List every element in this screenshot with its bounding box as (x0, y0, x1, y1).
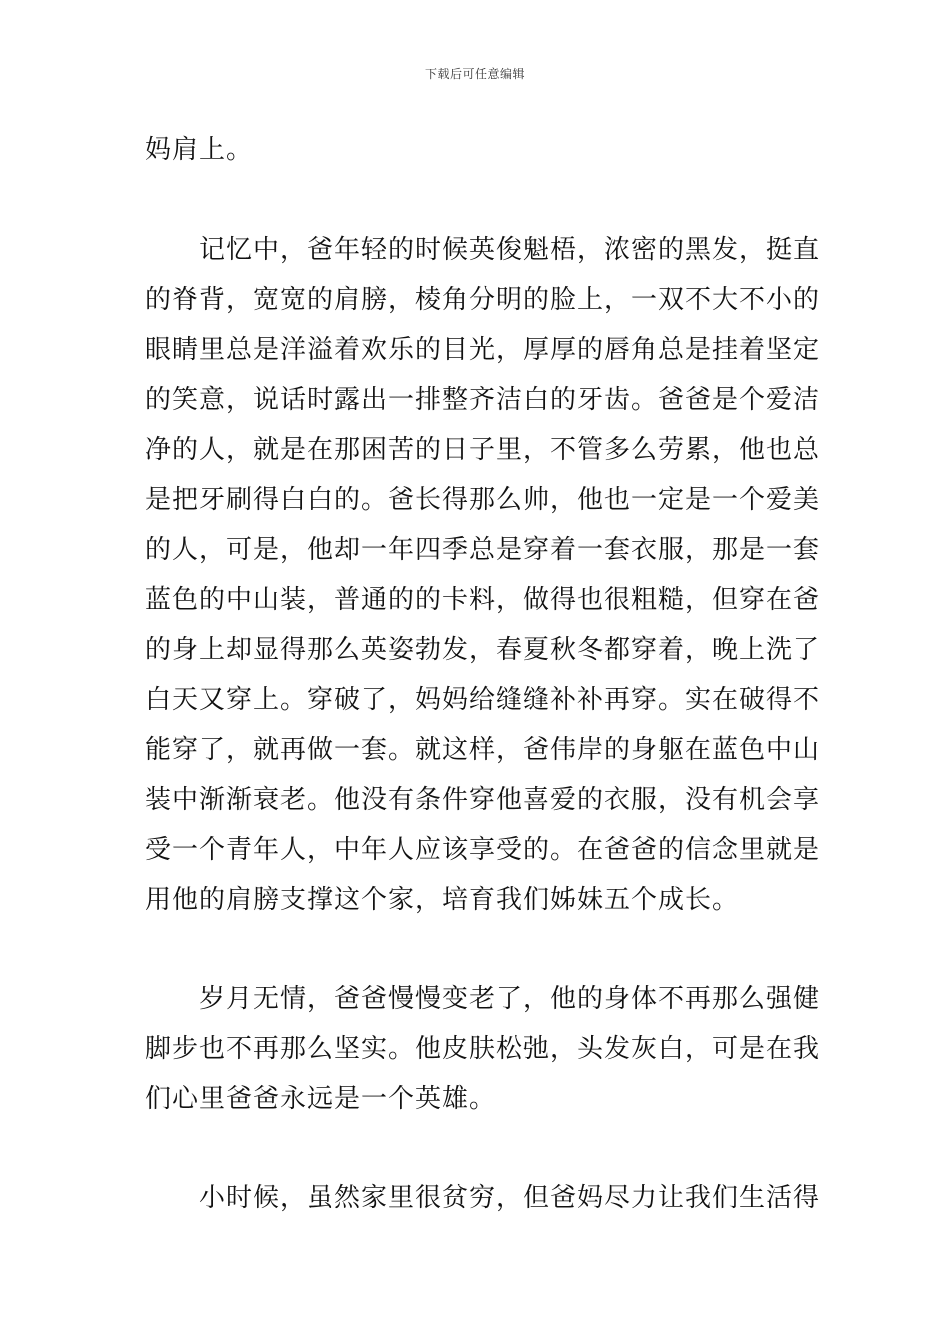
paragraph-2-line-2: 的脊背，宽宽的肩膀，棱角分明的脸上，一双不大不小的 (145, 285, 821, 315)
paragraph-2-line-13: 受一个青年人，中年人应该享受的。在爸爸的信念里就是 (145, 835, 821, 865)
paragraph-2-line-9: 的身上却显得那么英姿勃发，春夏秋冬都穿着，晚上洗了 (145, 635, 821, 665)
paragraph-3-line-3: 们心里爸爸永远是一个英雄。 (145, 1084, 497, 1114)
paragraph-2-line-14: 用他的肩膀支撑这个家，培育我们姊妹五个成长。 (145, 885, 740, 915)
paragraph-1-line-1: 妈肩上。 (145, 135, 254, 165)
paragraph-3-line-2: 脚步也不再那么坚实。他皮肤松弛，头发灰白，可是在我 (145, 1034, 821, 1064)
paragraph-2-line-7: 的人，可是，他却一年四季总是穿着一套衣服，那是一套 (145, 535, 821, 565)
paragraph-3-line-1: 岁月无情，爸爸慢慢变老了，他的身体不再那么强健 (199, 984, 821, 1014)
paragraph-2-line-5: 净的人，就是在那困苦的日子里，不管多么劳累，他也总 (145, 435, 821, 465)
paragraph-2-line-1: 记忆中，爸年轻的时候英俊魁梧，浓密的黑发，挺直 (199, 235, 821, 265)
paragraph-4-line-1: 小时候，虽然家里很贫穷，但爸妈尽力让我们生活得 (199, 1183, 821, 1213)
paragraph-2-line-12: 装中渐渐衰老。他没有条件穿他喜爱的衣服，没有机会享 (145, 785, 821, 815)
page-header: 下载后可任意编辑 (424, 67, 525, 81)
paragraph-2-line-3: 眼睛里总是洋溢着欢乐的目光，厚厚的唇角总是挂着坚定 (145, 335, 821, 365)
paragraph-2-line-10: 白天又穿上。穿破了，妈妈给缝缝补补再穿。实在破得不 (145, 685, 821, 715)
paragraph-2-line-6: 是把牙刷得白白的。爸长得那么帅，他也一定是一个爱美 (145, 485, 821, 515)
paragraph-2-line-11: 能穿了，就再做一套。就这样，爸伟岸的身躯在蓝色中山 (145, 735, 821, 765)
paragraph-2-line-8: 蓝色的中山装，普通的的卡料，做得也很粗糙，但穿在爸 (145, 585, 821, 615)
paragraph-2-line-4: 的笑意，说话时露出一排整齐洁白的牙齿。爸爸是个爱洁 (145, 385, 821, 415)
